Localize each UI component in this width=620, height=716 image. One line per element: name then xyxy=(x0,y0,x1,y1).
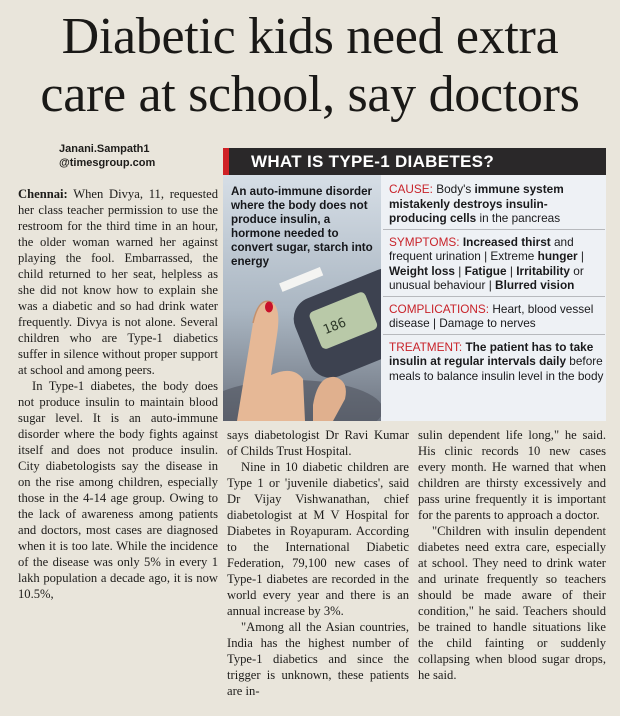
paragraph: "Children with insulin dependent diabetes need extra care, especially at school. They need to drink water and urinate frequently so teachers should be made aware of their condition," he said. Teachers should be trained to handle situations like the child fainting or suddenly collapsing when blood sugar drops, he said. xyxy=(418,524,606,682)
byline-email: @timesgroup.com xyxy=(59,157,156,169)
title-accent-bar xyxy=(223,148,229,175)
fact-cause: CAUSE: Body's immune system mistakenly destroys insulin-producing cells in the pancreas xyxy=(383,180,605,230)
fact-treatment: TREATMENT: The patient has to take insulin at regular intervals daily before meals to balance insulin level in the body xyxy=(389,339,604,383)
info-box-title: WHAT IS TYPE-1 DIABETES? xyxy=(223,148,606,175)
headline-line-1: Diabetic kids need extra xyxy=(61,8,559,65)
info-facts xyxy=(383,180,605,389)
paragraph: sulin dependent life long," he said. His clinic records 10 new cases every month. He warned that when children are thirsty excessively and pass urine frequently it is important for the parents to approach a doctor. xyxy=(418,428,606,522)
headline xyxy=(0,8,620,124)
fact-complications: COMPLICATIONS: Heart, blood vessel disease | Damage to nerves xyxy=(383,300,605,335)
info-intro: An auto-immune disorder where the body does not produce insulin, a hormone needed to convert sugar, starch into energy xyxy=(231,185,373,268)
article-column-1 xyxy=(18,186,218,602)
paragraph-text: When Divya, 11, requested her class teacher permission to use the restroom for the third time in an hour, the older woman warned her against playing the fool. Embarrassed, the child returned to her seat, helpless as she did not know how to explain she was a diabetic and so had drink water frequently. Divya is not alone. Several children who are Type-1 diabetics suffer in silence without proper support at school and among peers. xyxy=(18,187,218,377)
fact-label: SYMPTOMS: xyxy=(389,234,460,249)
glucometer-illustration xyxy=(223,175,381,421)
headline-line-2: care at school, say doctors xyxy=(40,66,580,123)
article-column-3 xyxy=(418,427,606,683)
paragraph: "Among all the Asian countries, India has the highest number of Type-1 diabetics and since the trigger is unknown, these patients are in- xyxy=(227,620,409,698)
byline xyxy=(59,142,155,170)
svg-text:186: 186 xyxy=(321,315,349,339)
fact-label: CAUSE: xyxy=(389,182,433,196)
dateline: Chennai: xyxy=(18,187,68,201)
article-column-2 xyxy=(227,427,409,699)
fact-label: COMPLICATIONS: xyxy=(389,301,490,316)
byline-name: Janani.Sampath1 xyxy=(59,143,150,155)
info-box xyxy=(223,148,606,421)
paragraph: Nine in 10 diabetic children are Type 1 or 'juvenile diabetics', said Dr Vijay Vishwanathan, chief diabetologist at M V Hospital for Diabetes in Royapuram. According to the International Diabetic Federation, 79,100 new cases of Type-1 diabetes are recorded in the world every year and there is an annual increase by 3%. xyxy=(227,460,409,618)
fact-symptoms: SYMPTOMS: Increased thirst and frequent urination | Extreme hunger | Weight loss | Fatigue | Irritability or unusual behaviour | Blurred vision xyxy=(383,233,605,297)
paragraph: says diabetologist Dr Ravi Kumar of Childs Trust Hospital. xyxy=(227,428,409,458)
paragraph: In Type-1 diabetes, the body does not produce insulin to maintain blood sugar level. It is an auto-immune disorder where the body fights against itself and does not produce insulin. City diabetologists say the disease in on the rise among children, especially those in the 4-14 age group. Owing to the lack of awareness among patients and doctors, most cases are diagnosed when it is too late. While the incidence of the disease was only 5% in every 1 lakh population a decade ago, it is now 10.5%, xyxy=(18,379,218,601)
paragraph xyxy=(18,186,218,378)
fact-label: TREATMENT: xyxy=(389,339,463,354)
